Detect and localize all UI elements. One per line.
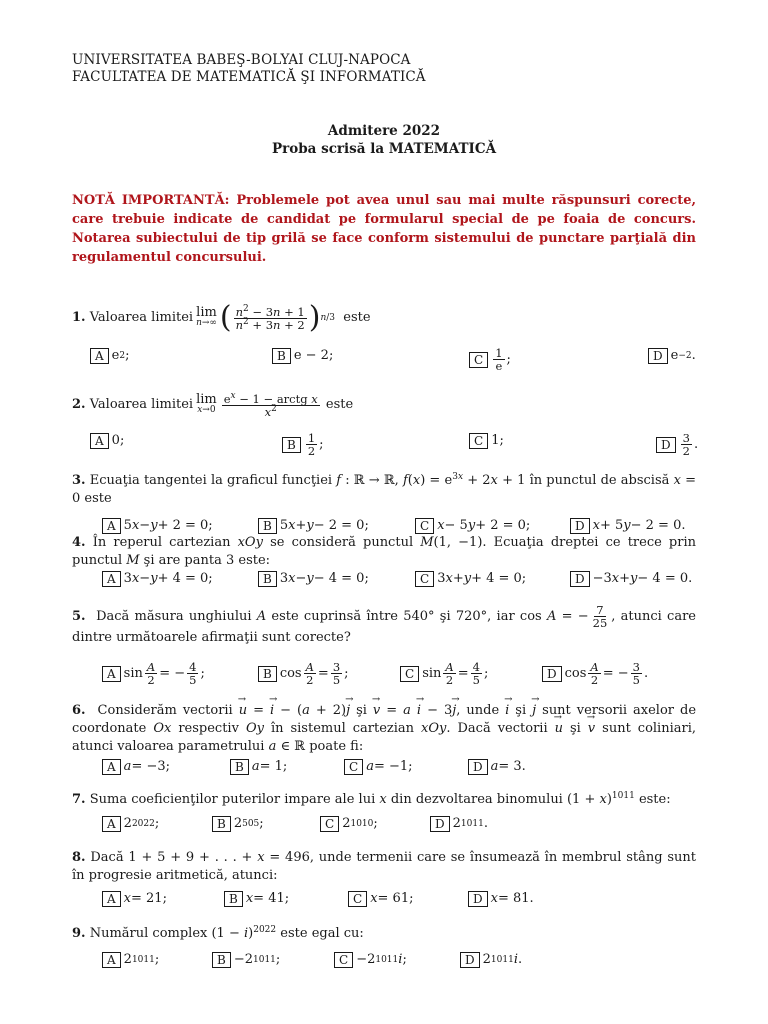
option-b[interactable]: B e − 2; [272,347,333,365]
option-c[interactable]: C 1; [469,432,504,450]
problem-8-statement: 8. Dacă 1 + 5 + 9 + . . . + x = 496, unde termenii care se însumează în membrul stâng sunt în progresie aritmetică, atunci: [72,850,696,883]
problem-5-statement: 5. Dacă măsura unghiului A este cuprinsă între 540° şi 720°, iar cos A = − $\frac{7}{25}$ , atunci care dintre următoarele afirmaţii sunt corecte? [72,603,696,645]
option-a[interactable]: A x = 21; [102,890,167,908]
option-a[interactable]: A 3 x − y + 4 = 0; [102,570,213,588]
problem-9-statement: 9. Numărul complex $(1 - i)^{2022}$ este egal cu: [72,925,364,941]
option-c[interactable]: C −2 1011 i ; [334,951,407,969]
title-line-1: Admitere 2022 [327,123,441,139]
problem-6-statement: 6. Considerăm vectorii → u = → i − (a + 2)→ j şi → v = a → i − 3→ j, unde → i şi → j sunt versorii axelor de coordonate Ox respectiv Oy în sistemul cartezian xOy. Dacă vectorii → u şi → v sunt coliniari, atunci valoarea parametrului a ∈ ℝ poate fi: [72,702,696,756]
option-letter: D [648,348,668,364]
option-b[interactable]: B −2 1011 ; [212,951,280,969]
exam-title [72,122,696,158]
problem-8-options [72,890,696,914]
problem-7 [72,791,696,839]
option-d[interactable]: D −3 x + y − 4 = 0. [570,570,692,588]
problem-7-options [72,815,696,839]
problem-number: 1. [72,310,86,325]
option-a[interactable]: A sin $\frac{A}{2}$ = − $\frac{4}{5}$ ; [102,661,205,686]
option-c[interactable]: C $\frac{1}{e}$ ; [469,347,511,372]
option-d[interactable]: D $\frac{3}{2}$ . [656,432,698,457]
problem-1 [72,295,696,371]
option-b[interactable]: B $\frac{1}{2}$ ; [282,432,324,457]
problem-2 [72,384,699,458]
problem-6 [72,702,696,782]
problem-1-statement: 1. Valoarea limitei lim n→∞ ( $\frac{n^2 - 3n + 1}{n^2 + 3n + 2}$ ) n/3 este [72,300,371,335]
option-b[interactable]: B 3 x − y − 4 = 0; [258,570,369,588]
exam-page [72,52,696,267]
option-c[interactable]: C x = 61; [348,890,413,908]
problem-4 [72,534,696,594]
problem-7-statement: 7. Suma coeficienţilor puterilor impare ale lui x din dezvoltarea binomului $(1 + x)^{1011}$ este: [72,791,671,807]
option-letter: A [90,348,109,364]
option-b[interactable]: B 2 505 ; [212,815,264,833]
problem-4-statement: 4. În reperul cartezian xOy se consideră punctul M(1, −1). Ecuaţia dreptei ce trece prin punctul M şi are panta 3 este: [72,535,696,568]
option-b[interactable]: B a = 1; [230,758,287,776]
problem-5 [72,604,696,691]
option-c[interactable]: C a = −1; [344,758,413,776]
option-d[interactable]: D e −2 . [648,347,696,365]
option-letter: B [272,348,291,364]
option-a[interactable]: A 5 x − y + 2 = 0; [102,517,213,535]
option-a[interactable]: A e 2 ; [90,347,130,365]
option-a[interactable]: A 2 2022 ; [102,815,159,833]
option-a[interactable]: A a = −3; [102,758,170,776]
option-b[interactable]: B x = 41; [224,890,289,908]
option-a[interactable]: A 2 1011 ; [102,951,159,969]
option-d[interactable]: D a = 3. [468,758,526,776]
problem-3-statement: 3. Ecuaţia tangentei la graficul funcţiei f : ℝ → ℝ, $f(x) = e^{3x} + 2x + 1$ în punctul de abscisă x = 0 este [72,472,696,506]
option-a[interactable]: A 0; [90,432,124,450]
option-d[interactable]: D x + 5 y − 2 = 0. [570,517,685,535]
problem-6-options [72,758,696,782]
problem-8 [72,849,696,914]
problem-3 [72,472,696,541]
faculty-name: FACULTATEA DE MATEMATICĂ ŞI INFORMATICĂ [72,69,426,85]
option-d[interactable]: D cos $\frac{A}{2}$ = − $\frac{3}{5}$ . [542,661,648,686]
option-d[interactable]: D x = 81. [468,890,534,908]
option-c[interactable]: C 2 1010 ; [320,815,378,833]
problem-5-options [72,661,696,691]
note-text: Problemele pot avea unul sau mai multe răspunsuri corecte, care trebuie indicate de candidat pe formularul special de pe foaia de concurs. Notarea subiectului de tip grilă se face conform sistemului de punctare parţială din regulamentul concursului. [72,193,696,265]
option-letter: C [469,352,488,368]
problem-9 [72,925,696,975]
option-b[interactable]: B cos $\frac{A}{2}$ = $\frac{3}{5}$ ; [258,661,349,686]
title-line-2: Proba scrisă la MATEMATICĂ [271,141,497,157]
important-note [72,191,696,267]
problem-1-options [72,347,696,371]
problem-4-options [72,570,696,594]
university-name: UNIVERSITATEA BABEŞ-BOLYAI CLUJ-NAPOCA [72,52,411,68]
option-b[interactable]: B 5 x + y − 2 = 0; [258,517,369,535]
problem-9-options [72,951,696,975]
option-d[interactable]: D 2 1011 . [430,815,488,833]
problem-2-options [72,431,699,458]
header [72,52,696,86]
option-c[interactable]: C x − 5 y + 2 = 0; [415,517,530,535]
option-c[interactable]: C 3 x + y + 4 = 0; [415,570,526,588]
option-c[interactable]: C sin $\frac{A}{2}$ = $\frac{4}{5}$ ; [400,661,488,686]
problem-2-statement: 2. Valoarea limitei lim x→0 $\frac{e^x - 1 - arctg x}{x^2}$ este [72,390,354,419]
note-label: NOTĂ IMPORTANTĂ: [72,193,230,208]
option-d[interactable]: D 2 1011 i . [460,951,522,969]
